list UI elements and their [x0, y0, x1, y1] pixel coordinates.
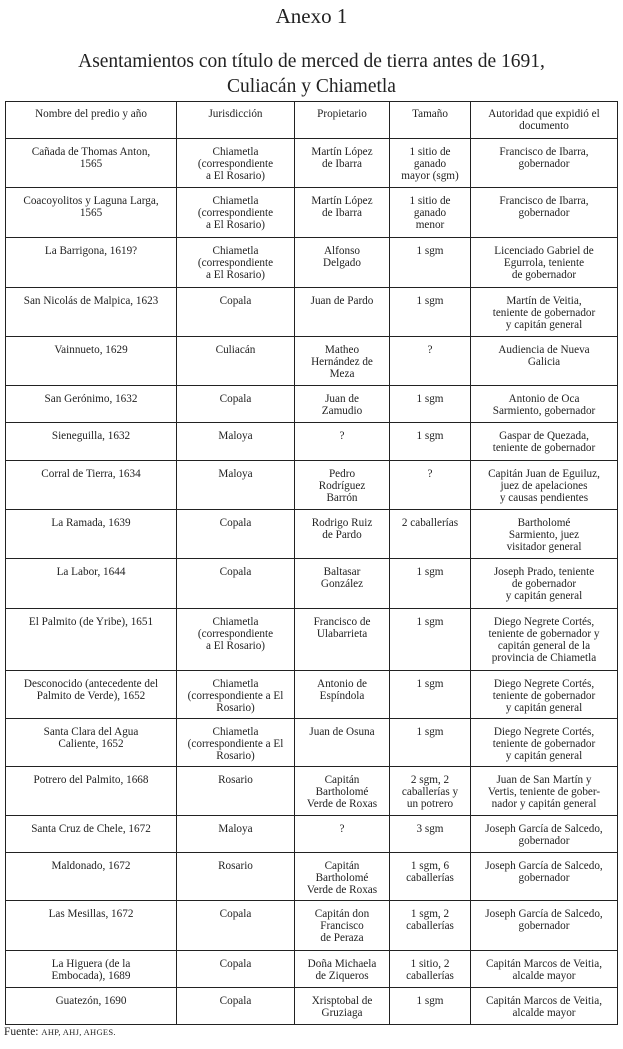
source-note — [4, 1026, 116, 1038]
cell-tamano: 1 sgm — [390, 423, 471, 461]
cell-tamano: 1 sgm, 2 caballerías — [390, 901, 471, 951]
cell-predio: La Barrigona, 1619? — [6, 238, 177, 288]
cell-propietario: Francisco de Ulabarrieta — [295, 609, 390, 671]
cell-jurisdiccion: Culiacán — [177, 337, 295, 386]
cell-predio: Santa Clara del Agua Caliente, 1652 — [6, 719, 177, 767]
cell-autoridad: Capitán Marcos de Veitia, alcalde mayor — [471, 951, 618, 988]
cell-jurisdiccion: Copala — [177, 288, 295, 337]
source-label: Fuente: — [4, 1026, 39, 1038]
table-row — [6, 559, 618, 609]
cell-predio: San Nicolás de Malpica, 1623 — [6, 288, 177, 337]
table-row — [6, 988, 618, 1025]
header-predio: Nombre del predio y año — [6, 102, 177, 139]
cell-tamano: 1 sgm — [390, 671, 471, 719]
cell-jurisdiccion: Copala — [177, 386, 295, 423]
cell-predio: El Palmito (de Yribe), 1651 — [6, 609, 177, 671]
table-row — [6, 719, 618, 767]
cell-tamano: 1 sitio de ganado mayor (sgm) — [390, 139, 471, 188]
cell-tamano: 1 sgm — [390, 238, 471, 288]
cell-jurisdiccion: Maloya — [177, 461, 295, 510]
cell-predio: Cañada de Thomas Anton, 1565 — [6, 139, 177, 188]
cell-predio: Santa Cruz de Chele, 1672 — [6, 816, 177, 853]
cell-autoridad: Audiencia de Nueva Galicia — [471, 337, 618, 386]
cell-autoridad: Joseph García de Salcedo, gobernador — [471, 816, 618, 853]
cell-predio: Desconocido (antecedente del Palmito de Verde), 1652 — [6, 671, 177, 719]
table-row — [6, 510, 618, 559]
cell-propietario: Capitán don Francisco de Peraza — [295, 901, 390, 951]
header-tamano: Tamaño — [390, 102, 471, 139]
cell-autoridad: Joseph García de Salcedo, gobernador — [471, 853, 618, 901]
header-jurisdiccion: Jurisdicción — [177, 102, 295, 139]
cell-propietario: Baltasar González — [295, 559, 390, 609]
cell-jurisdiccion: Copala — [177, 510, 295, 559]
cell-tamano: ? — [390, 337, 471, 386]
cell-predio: La Labor, 1644 — [6, 559, 177, 609]
cell-autoridad: Joseph García de Salcedo, gobernador — [471, 901, 618, 951]
cell-jurisdiccion: Rosario — [177, 767, 295, 816]
cell-predio: La Ramada, 1639 — [6, 510, 177, 559]
cell-autoridad: Diego Negrete Cortés, teniente de gobernador y capitán general — [471, 671, 618, 719]
table-row — [6, 188, 618, 238]
cell-propietario: Rodrigo Ruiz de Pardo — [295, 510, 390, 559]
cell-jurisdiccion: Maloya — [177, 816, 295, 853]
cell-tamano: 1 sgm, 6 caballerías — [390, 853, 471, 901]
source-value: AHP, AHJ, AHGES. — [41, 1027, 116, 1037]
cell-propietario: Pedro Rodríguez Barrón — [295, 461, 390, 510]
cell-jurisdiccion: Chiametla (correspondiente a El Rosario) — [177, 139, 295, 188]
table-row — [6, 139, 618, 188]
cell-propietario: Antonio de Espíndola — [295, 671, 390, 719]
cell-jurisdiccion: Maloya — [177, 423, 295, 461]
cell-autoridad: Martín de Veitia, teniente de gobernador y capitán general — [471, 288, 618, 337]
cell-jurisdiccion: Copala — [177, 559, 295, 609]
cell-propietario: Juan de Zamudio — [295, 386, 390, 423]
cell-propietario: Xrisptobal de Gruziaga — [295, 988, 390, 1025]
table-row — [6, 386, 618, 423]
cell-tamano: 1 sitio de ganado menor — [390, 188, 471, 238]
cell-autoridad: Capitán Marcos de Veitia, alcalde mayor — [471, 988, 618, 1025]
table-row — [6, 816, 618, 853]
cell-tamano: 1 sgm — [390, 559, 471, 609]
table-row — [6, 951, 618, 988]
table-row — [6, 423, 618, 461]
cell-tamano: 3 sgm — [390, 816, 471, 853]
cell-autoridad: Bartholomé Sarmiento, juez visitador general — [471, 510, 618, 559]
cell-jurisdiccion: Chiametla (correspondiente a El Rosario) — [177, 238, 295, 288]
annex-title: Anexo 1 — [275, 4, 348, 28]
cell-predio: Maldonado, 1672 — [6, 853, 177, 901]
cell-autoridad: Capitán Juan de Eguiluz, juez de apelaciones y causas pendientes — [471, 461, 618, 510]
cell-jurisdiccion: Chiametla (correspondiente a El Rosario) — [177, 671, 295, 719]
cell-tamano: 1 sgm — [390, 386, 471, 423]
table-row — [6, 238, 618, 288]
cell-autoridad: Juan de San Martín y Vertis, teniente de gober- nador y capitán general — [471, 767, 618, 816]
cell-autoridad: Licenciado Gabriel de Egurrola, teniente de gobernador — [471, 238, 618, 288]
table-row — [6, 288, 618, 337]
cell-autoridad: Diego Negrete Cortés, teniente de gobernador y capitán general — [471, 719, 618, 767]
cell-propietario: Matheo Hernández de Meza — [295, 337, 390, 386]
cell-autoridad: Francisco de Ibarra, gobernador — [471, 188, 618, 238]
cell-jurisdiccion: Chiametla (correspondiente a El Rosario) — [177, 609, 295, 671]
cell-jurisdiccion: Chiametla (correspondiente a El Rosario) — [177, 188, 295, 238]
cell-predio: Vainnueto, 1629 — [6, 337, 177, 386]
cell-jurisdiccion: Copala — [177, 901, 295, 951]
cell-predio: San Gerónimo, 1632 — [6, 386, 177, 423]
cell-predio: La Higuera (de la Embocada), 1689 — [6, 951, 177, 988]
table-row — [6, 767, 618, 816]
cell-propietario: Martín López de Ibarra — [295, 188, 390, 238]
header-autoridad: Autoridad que expidió el documento — [471, 102, 618, 139]
cell-propietario: Doña Michaela de Ziqueros — [295, 951, 390, 988]
cell-propietario: ? — [295, 816, 390, 853]
cell-autoridad: Gaspar de Quezada, teniente de gobernador — [471, 423, 618, 461]
table-row — [6, 901, 618, 951]
cell-jurisdiccion: Copala — [177, 951, 295, 988]
cell-jurisdiccion: Copala — [177, 988, 295, 1025]
cell-autoridad: Diego Negrete Cortés, teniente de gobernador y capitán general de la provincia de Chiametla — [471, 609, 618, 671]
table-row — [6, 853, 618, 901]
cell-predio: Guatezón, 1690 — [6, 988, 177, 1025]
cell-autoridad: Antonio de Oca Sarmiento, gobernador — [471, 386, 618, 423]
cell-tamano: 1 sgm — [390, 609, 471, 671]
cell-autoridad: Joseph Prado, teniente de gobernador y capitán general — [471, 559, 618, 609]
table-row — [6, 609, 618, 671]
cell-propietario: ? — [295, 423, 390, 461]
table-header-row — [6, 102, 618, 139]
cell-jurisdiccion: Rosario — [177, 853, 295, 901]
cell-tamano: 1 sgm — [390, 988, 471, 1025]
cell-propietario: Capitán Bartholomé Verde de Roxas — [295, 853, 390, 901]
cell-tamano: 1 sitio, 2 caballerías — [390, 951, 471, 988]
cell-predio: Sieneguilla, 1632 — [6, 423, 177, 461]
cell-predio: Corral de Tierra, 1634 — [6, 461, 177, 510]
cell-predio: Coacoyolitos y Laguna Larga, 1565 — [6, 188, 177, 238]
cell-tamano: ? — [390, 461, 471, 510]
cell-propietario: Alfonso Delgado — [295, 238, 390, 288]
cell-tamano: 2 sgm, 2 caballerías y un potrero — [390, 767, 471, 816]
table-caption: Asentamientos con título de merced de tierra antes de 1691, Culiacán y Chiametla — [78, 51, 545, 97]
table-row — [6, 461, 618, 510]
cell-propietario: Juan de Pardo — [295, 288, 390, 337]
cell-tamano: 1 sgm — [390, 288, 471, 337]
cell-tamano: 2 caballerías — [390, 510, 471, 559]
cell-predio: Las Mesillas, 1672 — [6, 901, 177, 951]
table-row — [6, 337, 618, 386]
cell-propietario: Martín López de Ibarra — [295, 139, 390, 188]
cell-tamano: 1 sgm — [390, 719, 471, 767]
land-grants-table — [5, 101, 618, 1025]
cell-autoridad: Francisco de Ibarra, gobernador — [471, 139, 618, 188]
cell-propietario: Juan de Osuna — [295, 719, 390, 767]
header-propietario: Propietario — [295, 102, 390, 139]
cell-jurisdiccion: Chiametla (correspondiente a El Rosario) — [177, 719, 295, 767]
cell-predio: Potrero del Palmito, 1668 — [6, 767, 177, 816]
cell-propietario: Capitán Bartholomé Verde de Roxas — [295, 767, 390, 816]
table-row — [6, 671, 618, 719]
